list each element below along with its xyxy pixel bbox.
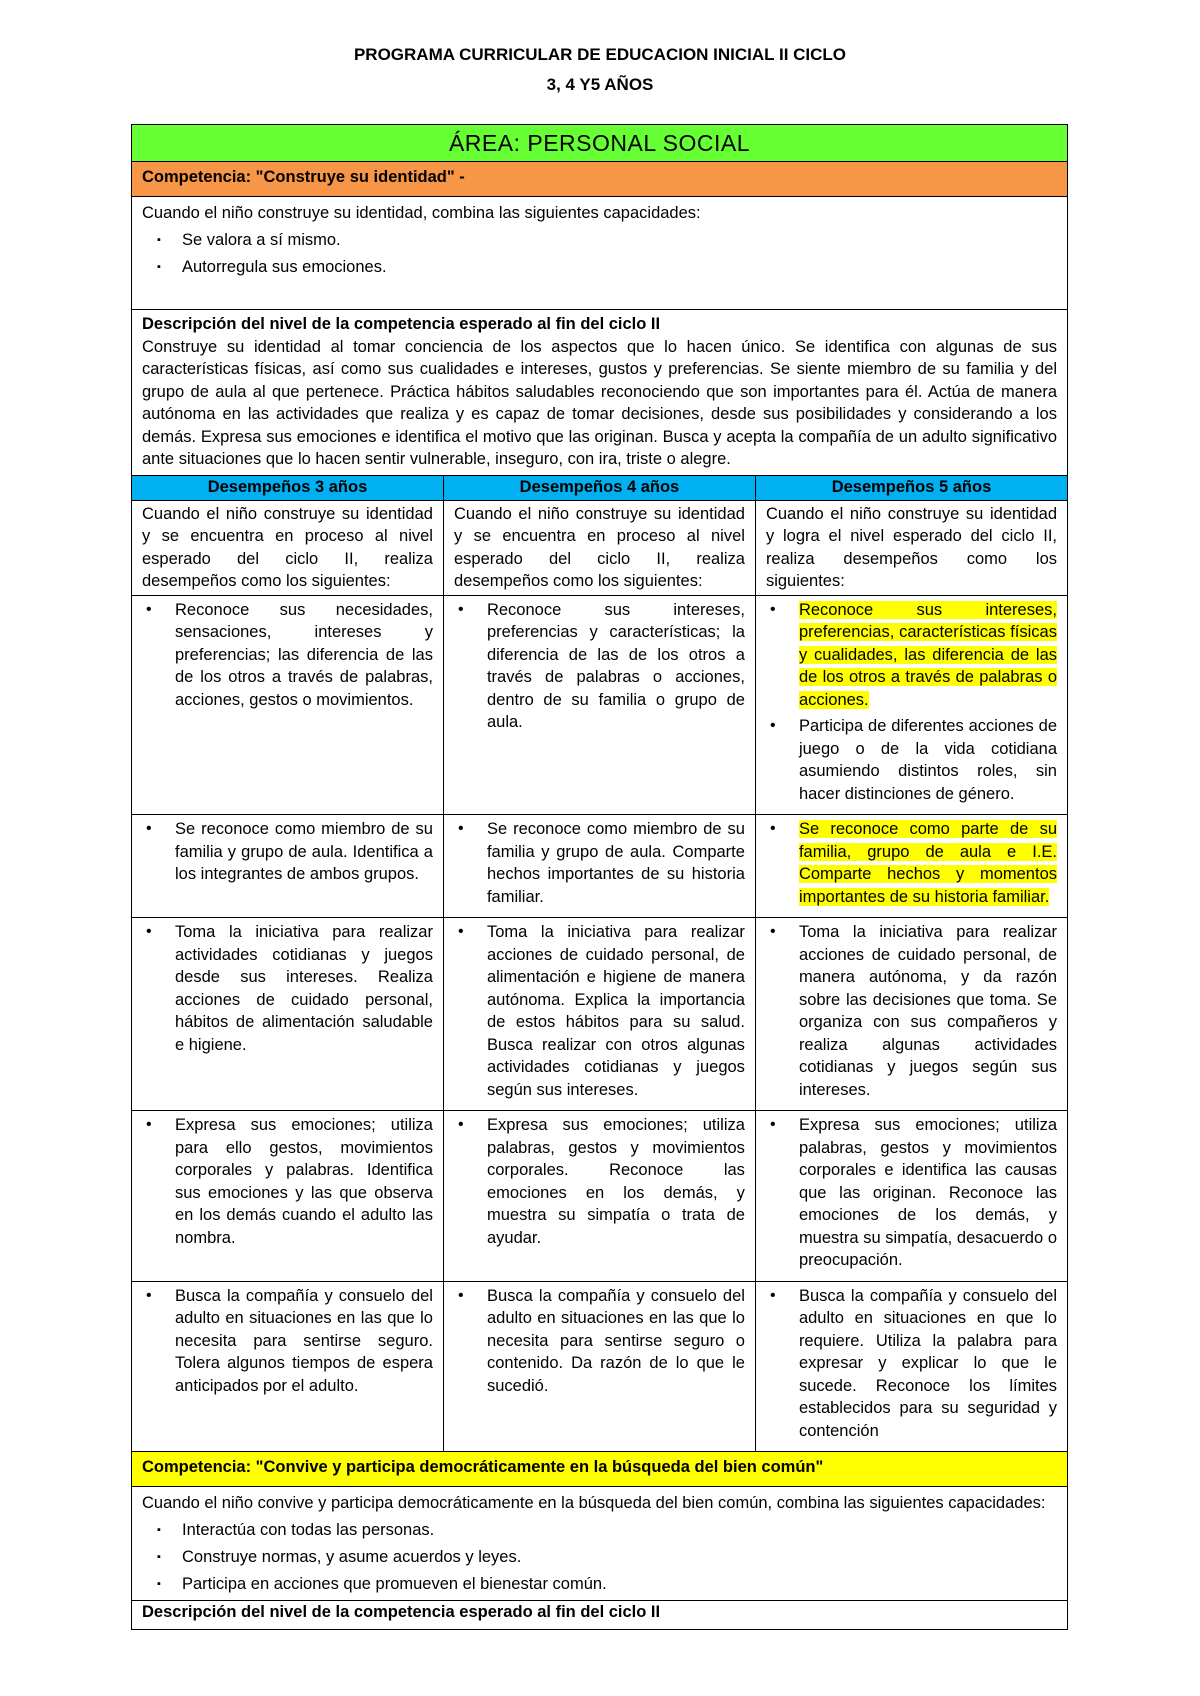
desempeno-cell [755,595,1067,815]
competencia-1-title: Competencia: "Construye su identidad" - [132,162,1068,197]
bullet-icon: • [457,820,464,837]
desempeno-cell [443,1281,755,1452]
desempeno-cell [443,918,755,1111]
desempenos-4-header: Desempeños 4 años [443,475,755,500]
bullet-icon: • [769,600,776,618]
desempeno-cell [132,815,444,918]
desempenos-4-intro: Cuando el niño construye su identidad y se encuentra en proceso al nivel esperado del ciclo II, realiza desempeños como los siguientes: [443,500,755,595]
desempeno-cell [132,595,444,815]
bullet-icon: • [457,923,464,940]
bullet-icon: • [146,923,152,940]
capacidades-list [142,1517,1057,1598]
desempeno-item: • Reconoce sus intereses, preferencias y características; la diferencia de las de los otros a través de palabras o acciones, dentro de su familia o grupo de aula. [457,600,745,731]
desempeno-cell [132,1111,444,1282]
desempeno-cell [755,1281,1067,1452]
bullet-icon: • [769,717,776,734]
desempeno-item-highlighted: • Reconoce sus intereses, preferencias, características físicas y cualidades, las diferencia de las de los otros a través de palabras o acciones. [769,600,1057,709]
descripcion-text: Construye su identidad al tomar conciencia de los aspectos que lo hacen único. Se identifica con algunas de sus características físicas, así como sus cualidades e intereses, gustos y preferencias. Se siente miembro de su familia y del grupo de aula al que pertenece. Práctica hábitos saludables reconociendo que son importantes para él. Actúa de manera autónoma en las actividades que realiza y es capaz de tomar decisiones, desde sus posibilidades y considerando a los demás. Expresa sus emociones e identifica el motivo que las originan. Busca y acepta la compañía de un adulto significativo ante situaciones que lo hacen sentir vulnerable, inseguro, con ira, triste o alegre. [142,337,1057,468]
desempenos-5-intro: Cuando el niño construye su identidad y logra el nivel esperado del ciclo II, realiza desempeños como los siguientes: [755,500,1067,595]
desempeno-item-highlighted: • Se reconoce como parte de su familia, grupo de aula e I.E. Comparte hechos y momentos importantes de su historia familiar. [769,820,1057,906]
desempeno-cell [132,1281,444,1452]
descripcion-title: Descripción del nivel de la competencia esperado al fin del ciclo II [142,315,661,333]
program-title: PROGRAMA CURRICULAR DE EDUCACION INICIAL II CICLO [353,45,847,64]
competencia-1-descripcion [132,310,1068,476]
curriculum-table [131,124,1068,1630]
desempeno-cell [443,595,755,815]
desempeno-item: • Expresa sus emociones; utiliza palabras, gestos y movimientos corporales e identifica las causas que las originan. Reconoce las emociones de los demás, y muestra su simpatía, desacuerdo o preocupación. [769,1116,1057,1269]
desempeno-item: • Reconoce sus necesidades, sensaciones, intereses y preferencias; las diferencia de las de los otros a través de palabras, acciones, gestos o movimientos. [146,600,433,709]
capacidad-item: ▪ Construye normas, y asume acuerdos y leyes. [182,1544,1057,1571]
desempeno-item: • Se reconoce como miembro de su familia y grupo de aula. Comparte hechos importantes de su historia familiar. [457,820,745,906]
desempeno-item: • Toma la iniciativa para realizar actividades cotidianas y juegos desde sus intereses. Realiza acciones de cuidado personal, hábitos de alimentación saludable e higiene. [146,923,433,1054]
bullet-icon: • [769,923,776,940]
bullet-icon: • [146,1286,152,1304]
age-range: 3, 4 Y5 AÑOS [546,75,654,94]
bullet-icon: • [146,1116,152,1133]
desempeno-cell [755,1111,1067,1282]
desempenos-3-intro: Cuando el niño construye su identidad y se encuentra en proceso al nivel esperado del ciclo II, realiza desempeños como los siguientes: [132,500,444,595]
bullet-icon: • [146,820,152,837]
desempeno-item: • Participa de diferentes acciones de juego o de la vida cotidiana asumiendo distintos roles, sin hacer distinciones de género. [769,717,1057,803]
area-title: ÁREA: PERSONAL SOCIAL [132,125,1068,162]
competencia-2-descripcion-title: Descripción del nivel de la competencia esperado al fin del ciclo II [132,1601,1068,1630]
capacidad-item: ▪ Se valora a sí mismo. [182,227,1057,254]
desempenos-5-header: Desempeños 5 años [755,475,1067,500]
desempeno-cell [443,1111,755,1282]
desempeno-cell [132,918,444,1111]
desempeno-cell [755,815,1067,918]
capacidades-intro: Cuando el niño convive y participa democráticamente en la búsqueda del bien común, combina las siguientes capacidades: [142,1494,1046,1512]
desempeno-item: • Se reconoce como miembro de su familia y grupo de aula. Identifica a los integrantes de ambos grupos. [146,820,433,883]
desempeno-item: • Toma la iniciativa para realizar acciones de cuidado personal, de manera autónoma, y da razón sobre las decisiones que toma. Se organiza con sus compañeros y realiza algunas actividades cotidianas y juegos según sus intereses. [769,923,1057,1099]
bullet-icon: • [146,600,152,618]
capacidad-item: ▪ Interactúa con todas las personas. [182,1517,1057,1544]
capacidad-item: ▪ Participa en acciones que promueven el bienestar común. [182,1571,1057,1598]
desempeno-item: • Expresa sus emociones; utiliza palabras, gestos y movimientos corporales. Reconoce las emociones en los demás, y muestra su simpatía o trata de ayudar. [457,1116,745,1247]
document-header [0,40,1200,100]
bullet-icon: • [769,1116,776,1133]
desempenos-3-header: Desempeños 3 años [132,475,444,500]
capacidad-item: ▪ Autorregula sus emociones. [182,254,1057,281]
desempeno-item: • Busca la compañía y consuelo del adulto en situaciones en las que lo necesita para sentirse seguro. Tolera algunos tiempos de espera anticipados por el adulto. [146,1286,433,1395]
bullet-icon: • [457,1286,464,1304]
bullet-icon: • [769,820,776,837]
capacidades-intro: Cuando el niño construye su identidad, combina las siguientes capacidades: [142,204,701,222]
competencia-2-capacidades [132,1487,1068,1601]
desempeno-item: • Busca la compañía y consuelo del adulto en situaciones en las que lo necesita para sentirse seguro o contenido. Da razón de lo que le sucedió. [457,1286,745,1395]
desempeno-cell [755,918,1067,1111]
bullet-icon: • [769,1286,776,1304]
competencia-1-capacidades [132,197,1068,310]
competencia-2-title: Competencia: "Convive y participa democráticamente en la búsqueda del bien común" [132,1452,1068,1487]
bullet-icon: • [457,1116,464,1133]
desempeno-cell [443,815,755,918]
desempeno-item: • Busca la compañía y consuelo del adulto en situaciones en que lo requiere. Utiliza la palabra para expresar y explicar lo que le sucede. Reconoce los límites establecidos para su seguridad y contención [769,1286,1057,1440]
desempeno-item: • Expresa sus emociones; utiliza para ello gestos, movimientos corporales y palabras. Identifica sus emociones y las que observa en los demás cuando el adulto las nombra. [146,1116,433,1247]
desempeno-item: • Toma la iniciativa para realizar acciones de cuidado personal, de alimentación e higiene de manera autónoma. Explica la importancia de estos hábitos para su salud. Busca realizar con otros algunas actividades cotidianas y juegos según sus intereses. [457,923,745,1099]
bullet-icon: • [457,600,464,618]
capacidades-list [142,227,1057,281]
